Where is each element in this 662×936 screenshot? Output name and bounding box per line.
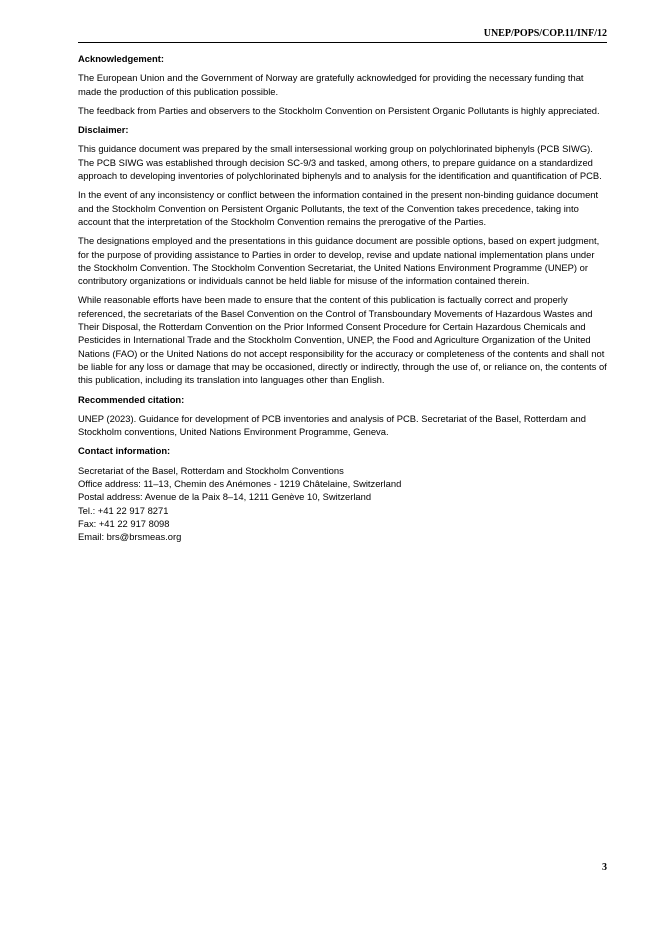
contact-telephone: Tel.: +41 22 917 8271 [78, 504, 169, 516]
disclaimer-paragraph: The designations employed and the presentations in this guidance document are possible options, based on expert judgment, for the purpose of providing assistance to Parties in order to develop, revise and update national implementation plans under the Stockholm Convention. The Stockholm Convention Secretariat, the United Nations Environment Programme (UNEP) or contributory organizations or individuals cannot be held liable for misuse of the information contained therein. [78, 235, 600, 287]
acknowledgement-paragraph: The feedback from Parties and observers to the Stockholm Convention on Persistent Organic Pollutants is highly appreciated. [78, 104, 600, 116]
disclaimer-heading: Disclaimer: [78, 124, 129, 136]
contact-organization: Secretariat of the Basel, Rotterdam and Stockholm Conventions [78, 464, 344, 476]
contact-heading: Contact information: [78, 445, 171, 457]
citation-text: UNEP (2023). Guidance for development of PCB inventories and analysis of PCB. Secretariat of the Basel, Rotterdam and Stockholm conventions, United Nations Environment Programme, Geneva. [78, 412, 586, 438]
acknowledgement-heading: Acknowledgement: [78, 53, 164, 64]
contact-postal-address: Postal address: Avenue de la Paix 8–14, 1211 Genève 10, Switzerland [78, 491, 372, 503]
disclaimer-paragraph: This guidance document was prepared by the small intersessional working group on polychlorinated biphenyls (PCB SIWG). The PCB SIWG was established through decision SC-9/3 and tasked, among others, to prepare guidance on a standardized approach to developing inventories of polychlorinated biphenyls and to analysis for the identification and quantification of PCB. [78, 143, 602, 182]
disclaimer-paragraph: In the event of any inconsistency or conflict between the information contained in the present non-binding guidance document and the Stockholm Convention on Persistent Organic Pollutants, the text of the Convention takes precedence, taking into account that the interpretation of the Stockholm Convention remains the prerogative of the Parties. [78, 189, 599, 227]
contact-email: Email: brs@brsmeas.org [78, 531, 182, 543]
contact-block [78, 464, 607, 544]
disclaimer-paragraph: While reasonable efforts have been made to ensure that the content of this publication is factually correct and properly referenced, the secretariats of the Basel Convention on the Control of Transboundary Movements of Hazardous Wastes and Their Disposal, the Rotterdam Convention on the Prior Informed Consent Procedure for Certain Hazardous Chemicals and Pesticides in International Trade and the Stockholm Convention, UNEP, the Food and Agriculture Organization of the United Nations (FAO) or the United Nations do not accept responsibility for the accuracy or completeness of the contents and shall not be liable for any loss or damage that may be occasioned, directly or indirectly, through the use of, or reliance on, the contents of this publication, including its translation into languages other than English. [78, 294, 607, 386]
page-number: 3 [602, 862, 607, 873]
acknowledgement-paragraph: The European Union and the Government of Norway are gratefully acknowledged for providing the necessary funding that made the production of this publication possible. [78, 72, 584, 97]
contact-fax: Fax: +41 22 917 8098 [78, 517, 170, 529]
citation-heading: Recommended citation: [78, 393, 185, 405]
document-symbol: UNEP/POPS/COP.11/INF/12 [483, 28, 607, 39]
page-content [78, 52, 607, 544]
page-header [78, 28, 607, 43]
contact-office-address: Office address: 11–13, Chemin des Anémones - 1219 Châtelaine, Switzerland [78, 478, 402, 490]
